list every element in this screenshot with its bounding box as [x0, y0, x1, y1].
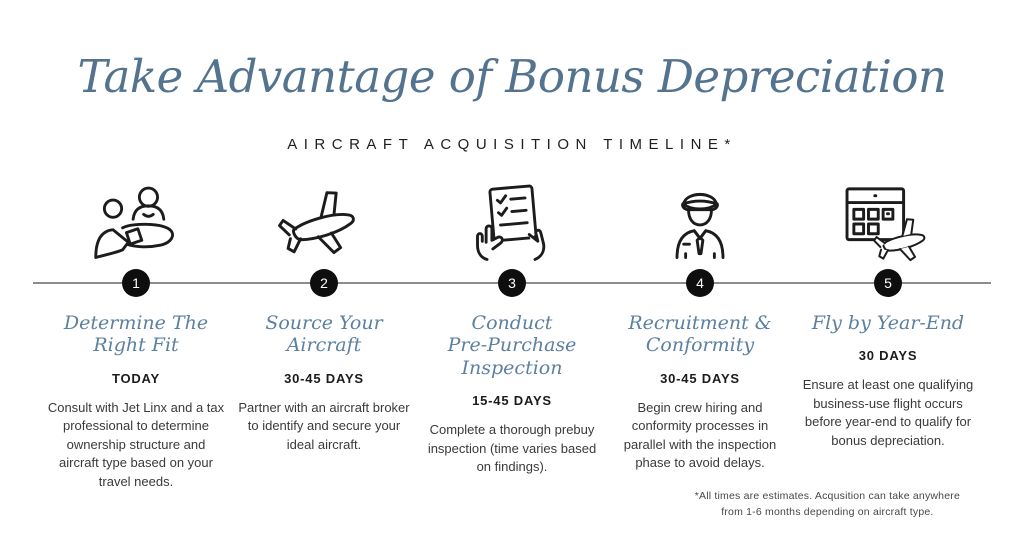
timeline-step-2 — [230, 180, 418, 491]
pilot-icon — [654, 180, 746, 268]
step-title: Conduct Pre-Purchase Inspection — [447, 312, 577, 379]
step-description: Complete a thorough prebuy inspection (time varies based on findings). — [427, 422, 597, 475]
calendar-plane-icon — [838, 180, 938, 268]
step-title: Recruitment & Conformity — [628, 312, 772, 357]
step-duration: 30-45 DAYS — [284, 370, 364, 386]
step-duration: 30-45 DAYS — [660, 370, 740, 386]
step-duration: 15-45 DAYS — [472, 393, 552, 409]
step-number-badge: 1 — [122, 269, 150, 297]
step-title: Fly by Year-End — [811, 312, 965, 334]
step-description: Ensure at least one qualifying business-use flight occurs before year-end to qualify for bonus depreciation. — [802, 377, 974, 448]
step-duration: TODAY — [111, 370, 161, 386]
step-description: Partner with an aircraft broker to identify and secure your ideal aircraft. — [238, 399, 410, 452]
checklist-inspection-icon — [466, 180, 558, 268]
timeline-step-1 — [42, 180, 230, 491]
step-number-badge: 3 — [498, 269, 526, 297]
page-subtitle: AIRCRAFT ACQUISITION TIMELINE* — [287, 136, 737, 153]
timeline-step-3 — [418, 180, 606, 491]
step-duration: 30 DAYS — [858, 348, 918, 364]
step-title: Determine The Right Fit — [63, 312, 209, 357]
step-title: Source Your Aircraft — [265, 312, 383, 357]
timeline-step-4 — [606, 180, 794, 491]
step-description: Consult with Jet Linx and a tax professional to determine ownership structure and aircraft type based on your travel needs. — [47, 399, 225, 489]
step-number-badge: 5 — [874, 269, 902, 297]
page-title: Take Advantage of Bonus Depreciation — [77, 50, 947, 103]
step-number-badge: 2 — [310, 269, 338, 297]
timeline-steps — [42, 180, 982, 491]
step-number-badge: 4 — [686, 269, 714, 297]
airplane-icon — [276, 180, 372, 268]
consultation-icon — [90, 180, 182, 268]
disclaimer-footnote: *All times are estimates. Acqusition can take anywhere from 1-6 months depending on aircraft type. — [694, 490, 960, 519]
timeline-step-5 — [794, 180, 982, 491]
step-description: Begin crew hiring and conformity processes in parallel with the inspection phase to avoid delays. — [623, 399, 777, 471]
